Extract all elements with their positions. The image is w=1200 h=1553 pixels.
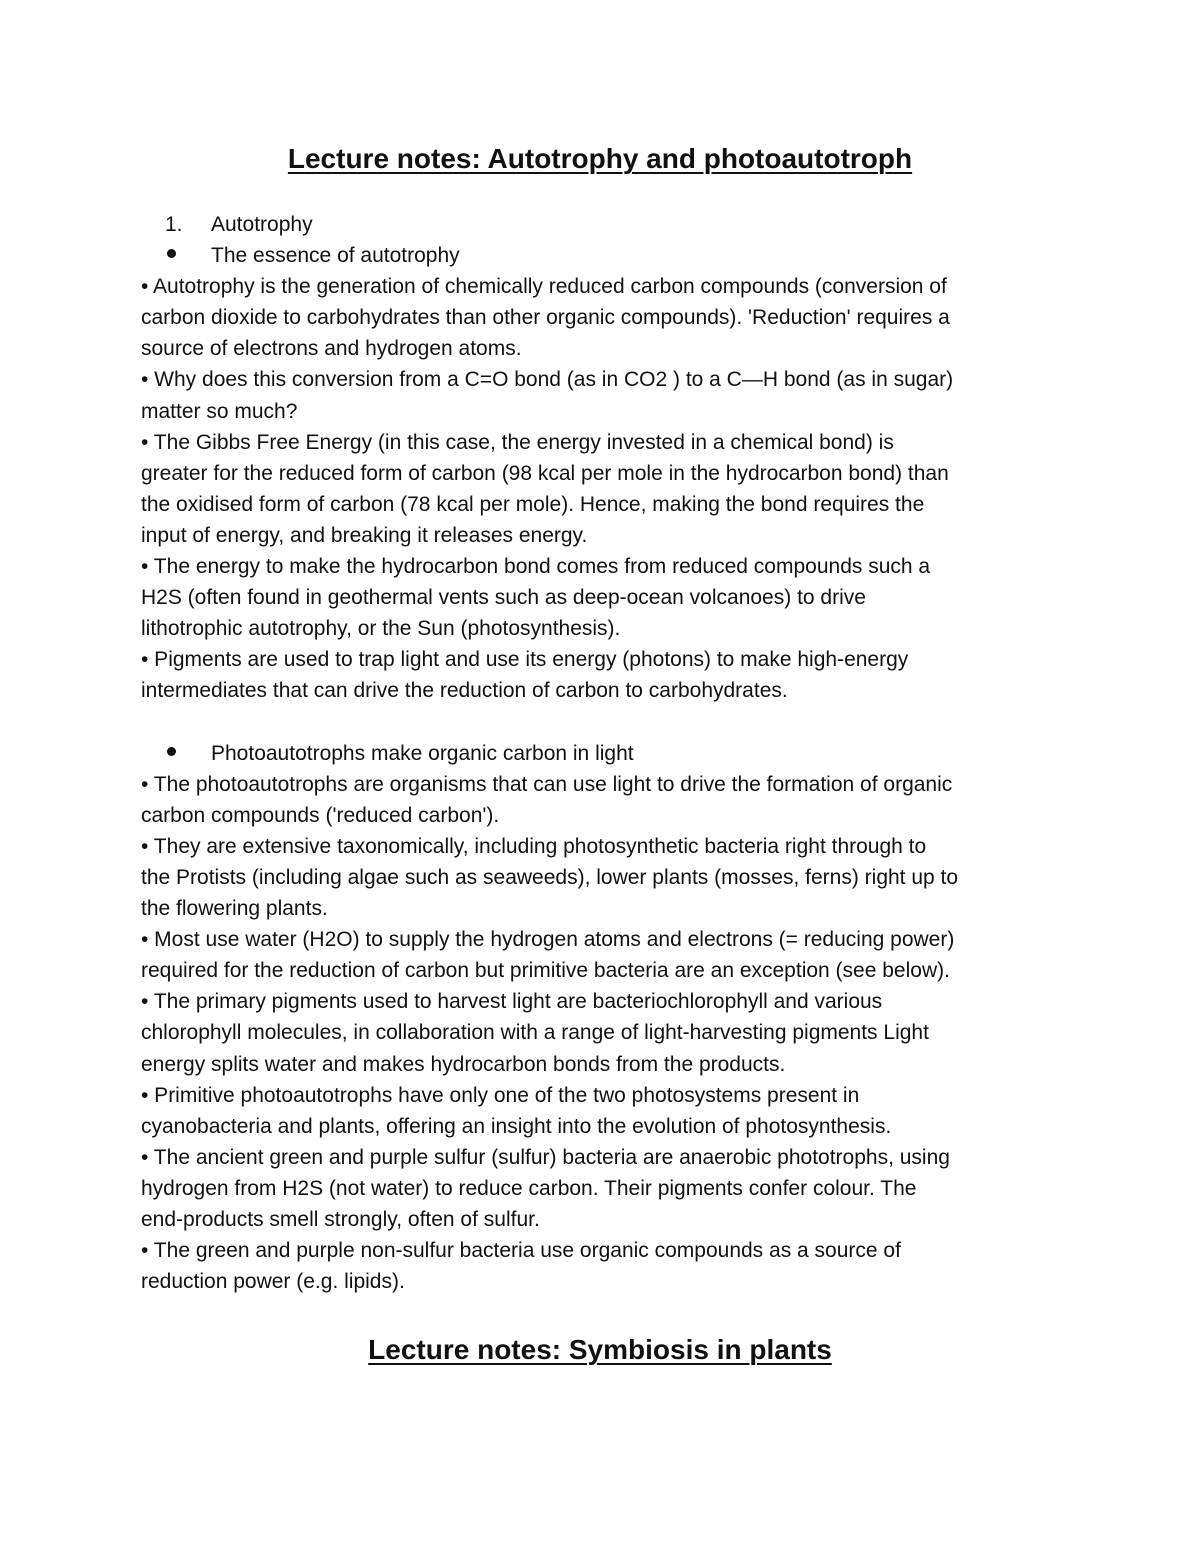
- paragraph-line: source of electrons and hydrogen atoms.: [141, 337, 522, 361]
- paragraph-line: carbon dioxide to carbohydrates than other organic compounds). 'Reduction' requires a: [141, 306, 950, 330]
- paragraph-line: • The energy to make the hydrocarbon bond comes from reduced compounds such a: [141, 555, 931, 579]
- paragraph-line: the flowering plants.: [141, 897, 328, 921]
- paragraph-line: • Pigments are used to trap light and use its energy (photons) to make high-energy: [141, 648, 909, 672]
- page-title: Lecture notes: Autotrophy and photoautotroph: [287, 143, 913, 174]
- subheading-photoautotrophs: Photoautotrophs make organic carbon in light: [211, 741, 634, 765]
- paragraph-line: reduction power (e.g. lipids).: [141, 1270, 405, 1294]
- paragraph-line: the oxidised form of carbon (78 kcal per mole). Hence, making the bond requires the: [141, 492, 925, 516]
- paragraph-line: energy splits water and makes hydrocarbon bonds from the products.: [141, 1052, 786, 1076]
- paragraph-line: input of energy, and breaking it releases energy.: [141, 523, 588, 547]
- blank-line: [141, 707, 1066, 738]
- list-number: 1.: [165, 213, 183, 236]
- paragraph-line: H2S (often found in geothermal vents such as deep-ocean volcanoes) to drive: [141, 586, 866, 610]
- paragraph-line: • Autotrophy is the generation of chemically reduced carbon compounds (conversion of: [141, 275, 947, 299]
- paragraph-line: greater for the reduced form of carbon (98 kcal per mole in the hydrocarbon bond) than: [141, 461, 949, 485]
- paragraph-line: • The Gibbs Free Energy (in this case, the energy invested in a chemical bond) is: [141, 430, 894, 454]
- paragraph-line: hydrogen from H2S (not water) to reduce carbon. Their pigments confer colour. The: [141, 1176, 917, 1200]
- paragraph-line: chlorophyll molecules, in collaboration with a range of light-harvesting pigments Light: [141, 1021, 929, 1045]
- section-title: Autotrophy: [211, 213, 313, 236]
- paragraph-line: end-products smell strongly, often of sulfur.: [141, 1208, 540, 1231]
- paragraph-line: required for the reduction of carbon but primitive bacteria are an exception (see below).: [141, 959, 950, 983]
- bullet-heading-essence: [141, 240, 1066, 271]
- paragraph-line: • Why does this conversion from a C=O bond (as in CO2 ) to a C—H bond (as in sugar): [141, 368, 954, 392]
- numbered-heading: [141, 209, 1066, 240]
- paragraph-line: • The ancient green and purple sulfur (sulfur) bacteria are anaerobic phototrophs, using: [141, 1145, 950, 1169]
- paragraph-line: the Protists (including algae such as seaweeds), lower plants (mosses, ferns) right up to: [141, 865, 959, 889]
- paragraph-line: • They are extensive taxonomically, including photosynthetic bacteria right through to: [141, 834, 927, 858]
- paragraph-line: intermediates that can drive the reduction of carbon to carbohydrates.: [141, 679, 788, 703]
- second-title: Lecture notes: Symbiosis in plants: [368, 1334, 832, 1365]
- paragraph-line: lithotrophic autotrophy, or the Sun (photosynthesis).: [141, 617, 621, 641]
- paragraph-line: cyanobacteria and plants, offering an insight into the evolution of photosynthesis.: [141, 1114, 892, 1138]
- paragraph-line: • Primitive photoautotrophs have only one of the two photosystems present in: [141, 1083, 860, 1107]
- subheading-essence: The essence of autotrophy: [211, 244, 460, 268]
- paragraph-line: • The primary pigments used to harvest light are bacteriochlorophyll and various: [141, 990, 883, 1014]
- paragraph-line: matter so much?: [141, 399, 298, 423]
- paragraph-line: carbon compounds ('reduced carbon').: [141, 803, 500, 827]
- bullet-heading-photoautotrophs: [141, 738, 1066, 769]
- paragraph-line: • Most use water (H2O) to supply the hydrogen atoms and electrons (= reducing power): [141, 928, 955, 952]
- document-body: [141, 209, 1066, 1297]
- paragraph-line: • The photoautotrophs are organisms that can use light to drive the formation of organic: [141, 772, 953, 796]
- paragraph-line: • The green and purple non-sulfur bacteria use organic compounds as a source of: [141, 1239, 901, 1263]
